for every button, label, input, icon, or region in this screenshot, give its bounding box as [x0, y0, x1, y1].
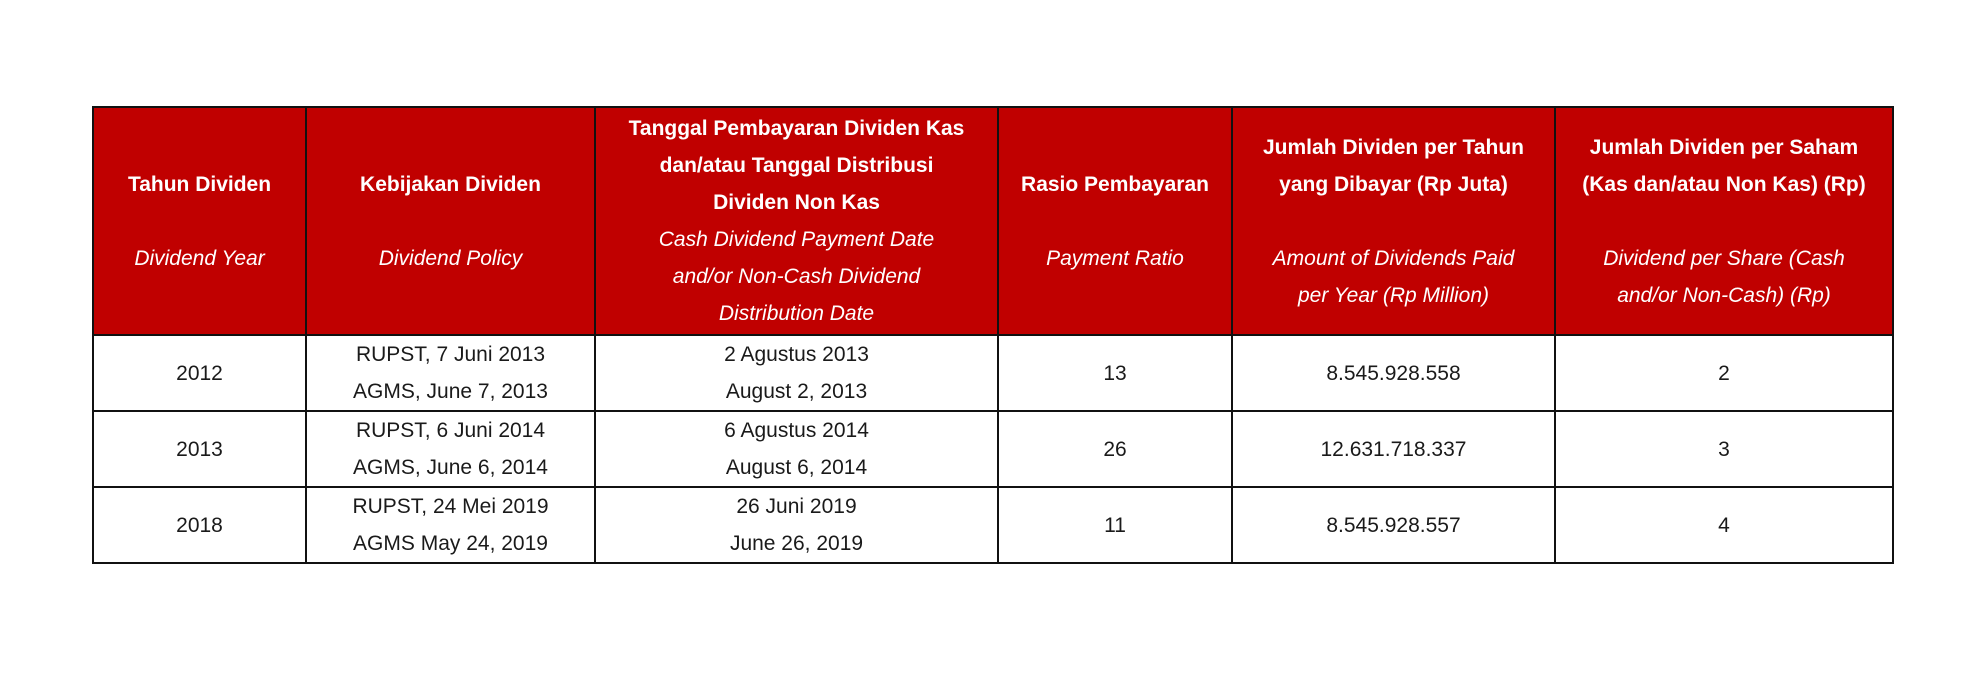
- cell-date: [595, 335, 998, 411]
- cell-year: 2012: [93, 335, 306, 411]
- header-dividend-per-share: [1555, 107, 1893, 335]
- cell-date-en: August 6, 2014: [725, 456, 868, 479]
- header-id-text: (Kas dan/atau Non Kas) (Rp): [1582, 172, 1866, 196]
- table-row: [93, 411, 1893, 487]
- header-en-text: and/or Non-Cash) (Rp): [1617, 283, 1831, 307]
- cell-policy: [306, 487, 595, 563]
- cell-date-en: August 2, 2013: [725, 380, 868, 403]
- cell-date: [595, 487, 998, 563]
- cell-per-share: 2: [1555, 335, 1893, 411]
- header-id-text: Jumlah Dividen per Tahun: [1263, 135, 1524, 159]
- cell-policy-en: AGMS, June 6, 2014: [353, 456, 548, 479]
- dividend-table: [92, 106, 1894, 564]
- table-header-row: [93, 107, 1893, 335]
- cell-date-id: 2 Agustus 2013: [724, 343, 869, 366]
- cell-amount: 8.545.928.557: [1232, 487, 1555, 563]
- header-payment-date: [595, 107, 998, 335]
- cell-ratio: 13: [998, 335, 1232, 411]
- cell-date-en: June 26, 2019: [729, 532, 864, 555]
- cell-per-share: 3: [1555, 411, 1893, 487]
- header-dividend-year: [93, 107, 306, 335]
- cell-year: 2018: [93, 487, 306, 563]
- cell-policy-en: AGMS, June 7, 2013: [353, 380, 548, 403]
- header-dividend-policy: [306, 107, 595, 335]
- header-dividend-amount: [1232, 107, 1555, 335]
- cell-date-id: 26 Juni 2019: [736, 495, 857, 518]
- header-id-text: Kebijakan Dividen: [360, 172, 541, 196]
- table-row: [93, 335, 1893, 411]
- header-id-text: Tahun Dividen: [127, 172, 272, 196]
- header-id-text: Tanggal Pembayaran Dividen Kas: [628, 117, 965, 140]
- header-payment-ratio: [998, 107, 1232, 335]
- table-row: [93, 487, 1893, 563]
- header-en-text: Distribution Date: [718, 302, 875, 325]
- header-en-text: Amount of Dividends Paid: [1272, 246, 1515, 270]
- header-id-text: Rasio Pembayaran: [1021, 172, 1209, 196]
- header-en-text: Dividend per Share (Cash: [1603, 246, 1845, 270]
- cell-year: 2013: [93, 411, 306, 487]
- cell-amount: 12.631.718.337: [1232, 411, 1555, 487]
- header-en-text: per Year (Rp Million): [1297, 283, 1490, 307]
- cell-date-id: 6 Agustus 2014: [724, 419, 869, 442]
- cell-per-share: 4: [1555, 487, 1893, 563]
- header-id-text: Jumlah Dividen per Saham: [1589, 135, 1859, 159]
- header-en-text: Dividend Policy: [378, 246, 523, 270]
- header-en-text: Cash Dividend Payment Date: [658, 228, 935, 251]
- header-en-text: and/or Non-Cash Dividend: [672, 265, 921, 288]
- header-en-text: Payment Ratio: [1046, 246, 1184, 270]
- cell-date: [595, 411, 998, 487]
- cell-policy-id: RUPST, 24 Mei 2019: [352, 495, 549, 518]
- header-id-text: yang Dibayar (Rp Juta): [1279, 172, 1508, 196]
- cell-policy-en: AGMS May 24, 2019: [353, 532, 548, 555]
- cell-policy: [306, 411, 595, 487]
- header-id-text: Dividen Non Kas: [713, 191, 880, 214]
- cell-ratio: 26: [998, 411, 1232, 487]
- cell-policy-id: RUPST, 7 Juni 2013: [355, 343, 546, 366]
- cell-policy-id: RUPST, 6 Juni 2014: [355, 419, 546, 442]
- cell-ratio: 11: [998, 487, 1232, 563]
- header-id-text: dan/atau Tanggal Distribusi: [659, 154, 934, 177]
- dividend-table-container: [92, 106, 1892, 564]
- cell-policy: [306, 335, 595, 411]
- cell-amount: 8.545.928.558: [1232, 335, 1555, 411]
- header-en-text: Dividend Year: [134, 246, 265, 270]
